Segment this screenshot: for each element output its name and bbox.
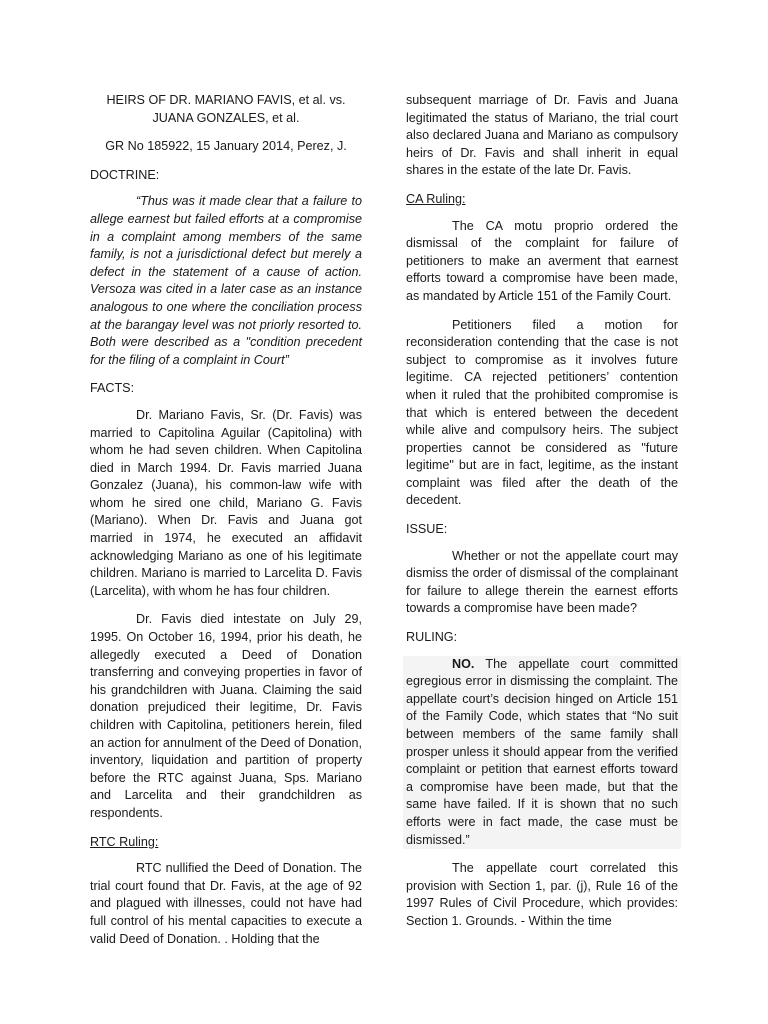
ruling-answer: NO. — [452, 656, 475, 671]
left-column — [90, 92, 362, 959]
rtc-heading-text: RTC Ruling: — [90, 834, 159, 849]
ruling-highlight-box — [403, 656, 681, 850]
doctrine-text: “Thus was it made clear that a failure to allege earnest but failed efforts at a compromise in a complaint among members of the same family, is not a jurisdictional defect but merely a defect in the statement of a cause of action. Versoza was cited in a later case as an instance analogous to one where the conciliation process at the barangay level was not priorly resorted to. Both were described as a "condition precedent for the filing of a complaint in Court” — [90, 194, 362, 367]
ruling-paragraph-1-text: The appellate court committed egregious error in dismissing the complaint. The appellate court’s decision hinged on Article 151 of the Family Code, which states that “No suit between members of the same family shall prosper unless it should appear from the verified complaint or petition that earnest efforts toward a compromise have been made, but that the same have failed. If it is shown that no such efforts were in fact made, the case must be dismissed.” — [406, 656, 678, 847]
ca-heading — [406, 191, 678, 209]
doctrine-heading: DOCTRINE: — [90, 167, 160, 182]
issue-heading: ISSUE: — [406, 522, 448, 537]
issue-paragraph: Whether or not the appellate court may dismiss the order of dismissal of the complainant for failure to allege therein the earnest efforts towards a compromise have been made? — [406, 548, 678, 616]
case-title: HEIRS OF DR. MARIANO FAVIS, et al. vs. JUANA GONZALES, et al. — [106, 93, 346, 125]
rtc-heading — [90, 834, 362, 852]
right-column — [406, 92, 678, 942]
ruling-paragraph-2: The appellate court correlated this provision with Section 1, par. (j), Rule 16 of the 1997 Rules of Civil Procedure, which provides: Section 1. Grounds. - Within the time — [406, 861, 678, 928]
rtc-paragraph-1: RTC nullified the Deed of Donation. The trial court found that Dr. Favis, at the age of 92 and plagued with illnesses, could not have had full control of his mental capacities to execute a valid Deed of Donation. . Holding that the — [90, 861, 362, 946]
facts-paragraph-2: Dr. Favis died intestate on July 29, 1995. On October 16, 1994, prior his death, he allegedly executed a Deed of Donation transferring and conveying properties in favor of his grandchildren with Juana. Claiming the said donation prejudiced their legitime, Dr. Favis children with Capitolina, petitioners herein, filed an action for annulment of the Deed of Donation, inventory, liquidation and partition of property before the RTC against Juana, Sps. Mariano and Larcelita and their grandchildren as respondents. — [90, 612, 362, 820]
ca-heading-text: CA Ruling: — [406, 191, 466, 206]
facts-heading: FACTS: — [90, 381, 135, 396]
ruling-heading: RULING: — [406, 630, 458, 645]
ruling-paragraph-1 — [406, 656, 678, 850]
rtc-paragraph-continued: subsequent marriage of Dr. Favis and Juana legitimated the status of Mariano, the trial court also declared Juana and Mariano as compulsory heirs of Dr. Favis and shall inherit in equal shares in the estate of the late Dr. Favis. — [406, 93, 678, 178]
ca-paragraph-1: The CA motu proprio ordered the dismissal of the complaint for failure of petitioners to make an averment that earnest efforts toward a compromise have been made, as mandated by Article 151 of the Family Court. — [406, 218, 678, 303]
case-citation: GR No 185922, 15 January 2014, Perez, J. — [105, 139, 347, 154]
ca-paragraph-2: Petitioners filed a motion for reconsideration contending that the case is not subject to compromise as it involves future legitime. CA rejected petitioners’ contention when it ruled that the prohibited compromise is that which is entered between the decedent while alive and compulsory heirs. The subject properties cannot be considered as "future legitime" but are in fact, legitime, as the instant complaint was filed after the death of the decedent. — [406, 317, 678, 508]
facts-paragraph-1: Dr. Mariano Favis, Sr. (Dr. Favis) was married to Capitolina Aguilar (Capitolina) with whom he had seven children. When Capitolina died in March 1994. Dr. Favis married Juana Gonzalez (Juana), his common-law wife with whom he sired one child, Mariano G. Favis (Mariano). When Dr. Favis and Juana got married in 1974, he executed an affidavit acknowledging Mariano as one of his legitimate children. Mariano is married to Larcelita D. Favis (Larcelita), with whom he has four children. — [90, 407, 362, 598]
